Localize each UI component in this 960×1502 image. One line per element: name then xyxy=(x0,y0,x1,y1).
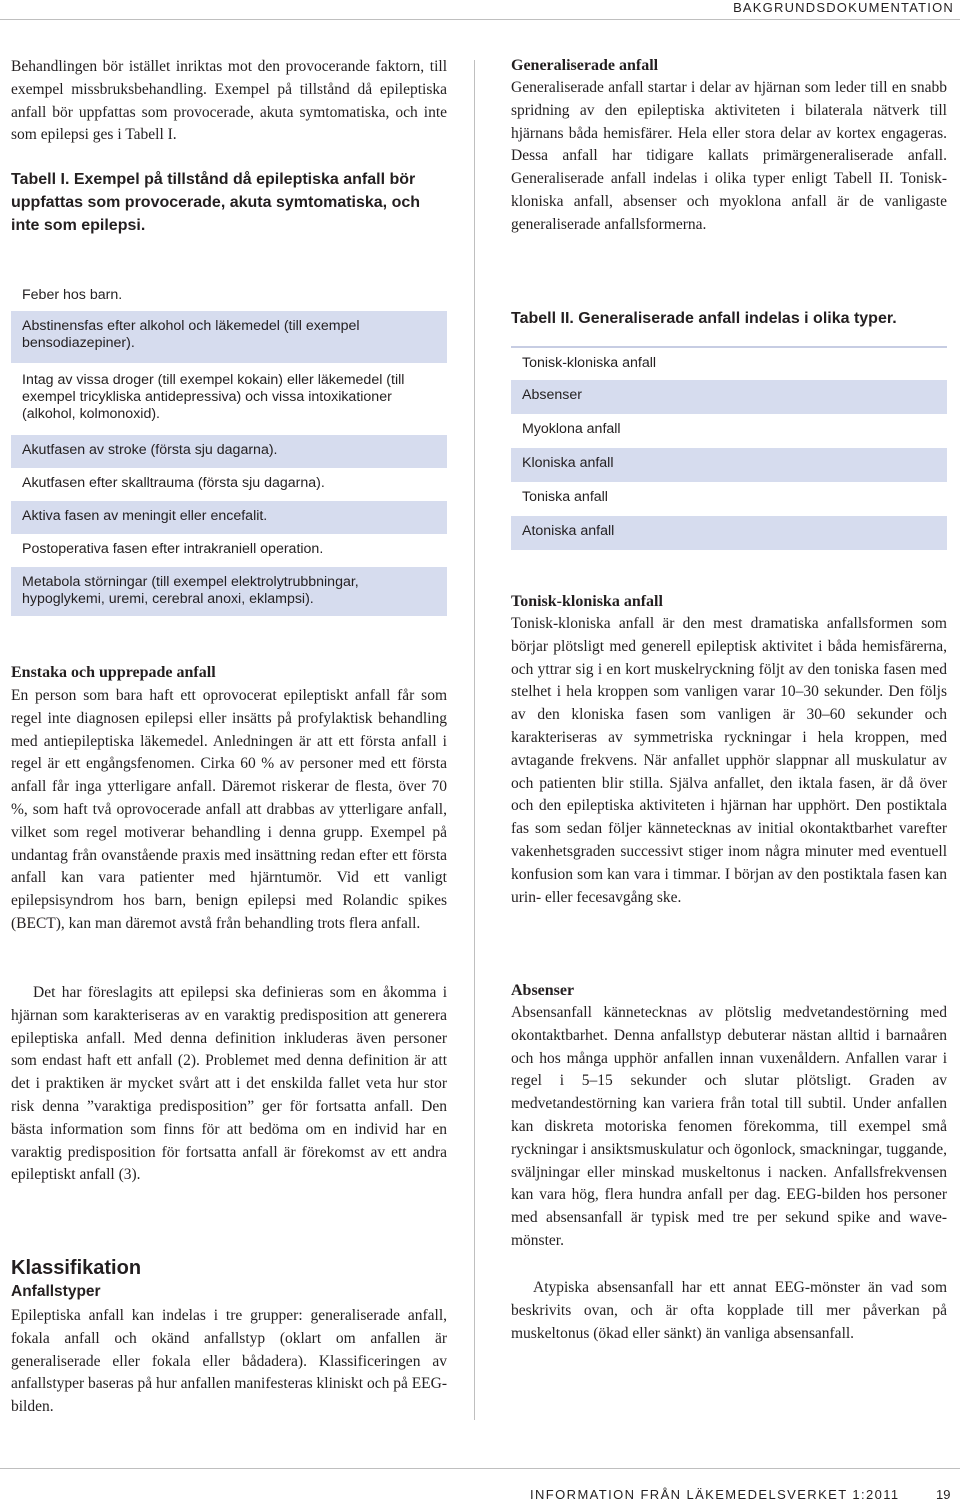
table1-row: Feber hos barn. xyxy=(22,287,123,303)
footer-rule xyxy=(0,1468,960,1469)
enstaka-paragraph-2: Det har föreslagits att epilepsi ska definieras som en åkomma i hjärnan som karakteriseras av en varaktig predisposition att generera epileptiska anfall. Med denna definition inkluderas även personer som endast haft ett anfall (2). Problemet med denna definition är att det i praktiken är mycket svårt att i det enskilda fallet veta hur stor risk denna ”varaktiga predisposition” ger för fortsatta anfall. Den bästa information som finns för att bedöma om en individ har en varaktig predisposition för fortsatta anfall är förekomst av ett andra epileptiskt anfall (3). xyxy=(11,984,447,1184)
table1-row: Metabola störningar (till exempel elektrolytrubbningar, hypoglykemi, uremi, cerebral anoxi, eklampsi). xyxy=(11,567,447,616)
generaliserade-heading: Generaliserade anfall xyxy=(511,57,659,74)
absenser-paragraph-1: Absensanfall kännetecknas av plötslig medvetandestörning med okontaktbarhet. Denna anfallstyp debuterar nästan alltid i barnaåren och hos många upphör anfallen innan vuxenåldern. Anfallen varar i regel i 5–15 sekunder och slutar plötsligt. Graden av medvetandestörning kan variera från total till subtil. Under anfallen kan diskreta motoriska fenomen förekomma, till exempel små ryckningar i ansiktsmuskulatur och ögonlock, smackningar, tuggande, sväljningar eller minskad muskeltonus i nacken. Anfallsfrekvensen kan vara hög, flera hundra anfall per dag. EEG-bilden hos personer med absensanfall är typisk med tre per sekund spike and wave-mönster. xyxy=(511,1004,947,1249)
section-label: BAKGRUNDSDOKUMENTATION xyxy=(733,0,954,15)
header-rule xyxy=(0,19,960,20)
table2-title: Tabell II. Generaliserade anfall indelas i olika typer. xyxy=(511,310,897,327)
table2 xyxy=(511,346,947,550)
enstaka-heading: Enstaka och upprepade anfall xyxy=(11,664,216,681)
column-divider xyxy=(474,60,475,1420)
table2-row: Absenser xyxy=(511,380,947,414)
anfallstyper-subheading: Anfallstyper xyxy=(11,1283,101,1300)
publication-label: INFORMATION FRÅN LÄKEMEDELSVERKET 1:2011 xyxy=(530,1487,900,1502)
enstaka-paragraph-1: En person som bara haft ett oprovocerat epileptiskt anfall får som regel inte diagnosen epilepsi eller insätts på profylaktisk behandling med antiepileptiska läkemedel. Anledningen är att ett första anfall i regel är ett engångsfenomen. Cirka 60 % av personer med ett första anfall får inga ytterligare anfall. Däremot riskerar de flesta, över 70 %, som haft två oprovocerade anfall att drabbas av ytterligare anfall, vilket som regel motiverar behandling i denna grupp. Exempel på undantag från ovanstående praxis med insättning redan efter ett första anfall kan vara patienter med hjärntumör. Vid ett vanligt epilepsisyndrom hos barn, benign epilepsi med Rolandic spikes (BECT), kan man däremot avstå från behandling trots flera anfall. xyxy=(11,687,447,932)
table2-row: Kloniska anfall xyxy=(511,448,947,482)
klassifikation-paragraph: Epileptiska anfall kan indelas i tre grupper: generaliserade anfall, fokala anfall och okänd anfallstyp (oklart om anfallen är generaliserade eller fokala eller bådadera). Klassificeringen av anfallstyper baseras på hur anfallen manifesteras kliniskt och på EEG-bilden. xyxy=(11,1307,447,1416)
klassifikation-heading: Klassifikation xyxy=(11,1257,142,1279)
table1-row: Abstinensfas efter alkohol och läkemedel (till exempel bensodiazepiner). xyxy=(11,311,447,363)
intro-paragraph: Behandlingen bör istället inriktas mot den provocerande faktorn, till exempel missbruksbehandling. Exempel på tillstånd då epileptiska anfall bör uppfattas som provocerade, akuta symtomatiska, och inte som epilepsi ges i Tabell I. xyxy=(11,58,447,144)
table2-row: Tonisk-kloniska anfall xyxy=(522,355,657,371)
table1-title: Tabell I. Exempel på tillstånd då epileptiska anfall bör uppfattas som provocerade, akuta symtomatiska, och inte som epilepsi. xyxy=(11,171,421,234)
tonisk-paragraph: Tonisk-kloniska anfall är den mest dramatiska anfallsformen som börjar plötsligt med generell epileptisk aktivitet i båda hemisfärerna, och yttrar sig i en kort muskelryckning följt av den toniska fasen med stelhet i hela kroppen som vanligen varar 10–30 sekunder. Den följs av den kloniska fasen som vanligen är 30–60 sekunder och karakteriseras av symmetriska ryckningar i hela kroppen, med avtagande frekvens. När anfallet upphör slappnar all muskulatur av och patienten blir stilla. Själva anfallet, den iktala fasen, är då över och den epileptiska aktiviteten i hjärnan har upphört. Den postiktala fas som sedan följer kännetecknas av initial okontaktbarhet varefter vakenhetsgraden successivt stiger inom några minuter med eventuell konfusion som kan vara i timmar. I början av den postiktala fasen kan urin- eller fecesavgång ske. xyxy=(511,615,947,906)
tonisk-heading: Tonisk-kloniska anfall xyxy=(511,593,663,610)
table1-row: Postoperativa fasen efter intrakraniell operation. xyxy=(22,541,324,557)
generaliserade-paragraph: Generaliserade anfall startar i delar av hjärnan som leder till en snabb spridning av den epileptiska aktiviteten i bilaterala nätverk till hjärnans båda hemisfärer. Hela eller stora delar av kortex engageras. Dessa anfall har tidigare kallats primärgeneraliserade anfall. Generaliserade anfall indelas i olika typer enligt Tabell II. Tonisk-kloniska anfall, absenser och myoklona anfall är de vanligaste generaliserade anfallsformerna. xyxy=(511,79,947,233)
table2-row: Atoniska anfall xyxy=(511,516,947,550)
table1-row: Akutfasen av stroke (första sju dagarna). xyxy=(11,435,447,468)
table1-row: Intag av vissa droger (till exempel kokain) eller läkemedel (till exempel tricykliska antidepressiva) och vissa intoxikationer (alkohol, kolmonoxid). xyxy=(22,372,405,422)
table1 xyxy=(11,281,447,616)
table1-row: Akutfasen efter skalltrauma (första sju dagarna). xyxy=(22,475,325,491)
page-number: 19 xyxy=(936,1487,951,1502)
table2-row: Toniska anfall xyxy=(522,489,608,505)
absenser-paragraph-2: Atypiska absensanfall har ett annat EEG-mönster än vad som beskrivits ovan, och är ofta kopplade till mer påverkan på muskeltonus (ökad eller sänkt) än vanliga absensanfall. xyxy=(511,1279,947,1342)
table1-row: Aktiva fasen av meningit eller encefalit. xyxy=(11,501,447,534)
table2-row: Myoklona anfall xyxy=(522,421,621,437)
absenser-heading: Absenser xyxy=(511,982,575,999)
